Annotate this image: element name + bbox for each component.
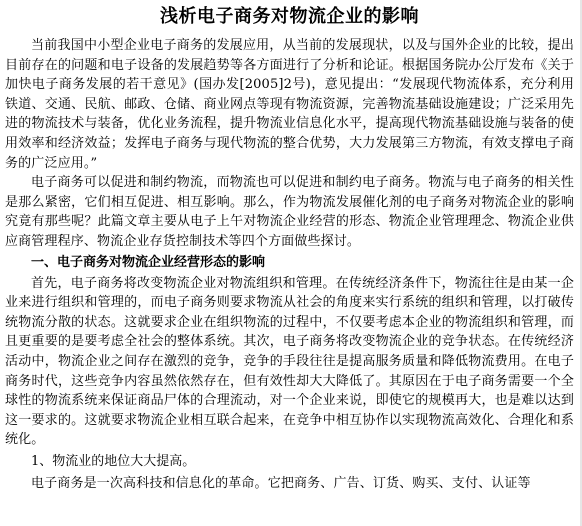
subheading: 1、物流业的地位大大提高。 xyxy=(31,453,196,469)
second-paragraph: 电子商务可以促进和制约物流，而物流也可以促进和制约电子商务。物流与电子商务的相关性是那么紧密，它们相互促进、相互影响。那么，作为物流发展催化剂的电子商务对物流企业的影响究竟有那些呢？此篇文章主要从电子上午对物流企业经营的形态、物流企业管理理念、物流企业供应商管理程序、物流企业存货控制技术等四个方面做些探讨。 xyxy=(5,175,574,249)
section-paragraph: 首先，电子商务将改变物流企业对物流组织和管理。在传统经济条件下，物流往往是由某一企业来进行组织和管理的，而电子商务则要求物流从社会的角度来实行系统的组织和管理，以打破传统物流分散的状态。这就要求企业在组织物流的过程中，不仅要考虑本企业的物流组织和管理，而且更重要的是要考虑全社会的整体系统。其次，电子商务将改变物流企业的竞争状态。在传统经济活动中，物流企业之间存在激烈的竞争，竞争的手段往往是提高服务质量和降低物流费用。在电子商务时代，这些竞争内容虽然依然存在，但有效性却大大降低了。其原因在于电子商务需要一个全球性的物流系统来保证商品尸体的合理流动，对一个企业来说，即使它的规模再大，也是难以达到这一要求的。这就要求物流企业相互联合起来，在竞争中相互协作以实现物流高效化、合理化和系统化。 xyxy=(5,275,574,448)
document-title: 浅析电子商务对物流企业的影响 xyxy=(160,6,419,27)
intro-paragraph: 当前我国中小型企业电子商务的发展应用，从当前的发展现状，以及与国外企业的比较，提出目前存在的问题和电子设备的发展趋势等各方面进行了分析和论证。根据国务院办公厅发布《关于加快电子商务发展的若干意见》(国办发[2005]2号)，意见提出：“发展现代物流体系，充分利用铁道、交通、民航、邮政、仓储、商业网点等现有物流资源，完善物流基础设施建设；广泛采用先进的物流技术与装备，优化业务流程，提升物流业信息化水平，提高现代物流基础设施与装备的使用效率和经济效益；发挥电子商务与现代物流的整合优势，大力发展第三方物流，有效支撑电子商务的广泛应用。” xyxy=(5,38,574,171)
section-heading: 一、电子商务对物流企业经营形态的影响 xyxy=(31,254,266,270)
last-paragraph: 电子商务是一次高科技和信息化的革命。它把商务、广告、订货、购买、支付、认证等 xyxy=(31,475,531,491)
